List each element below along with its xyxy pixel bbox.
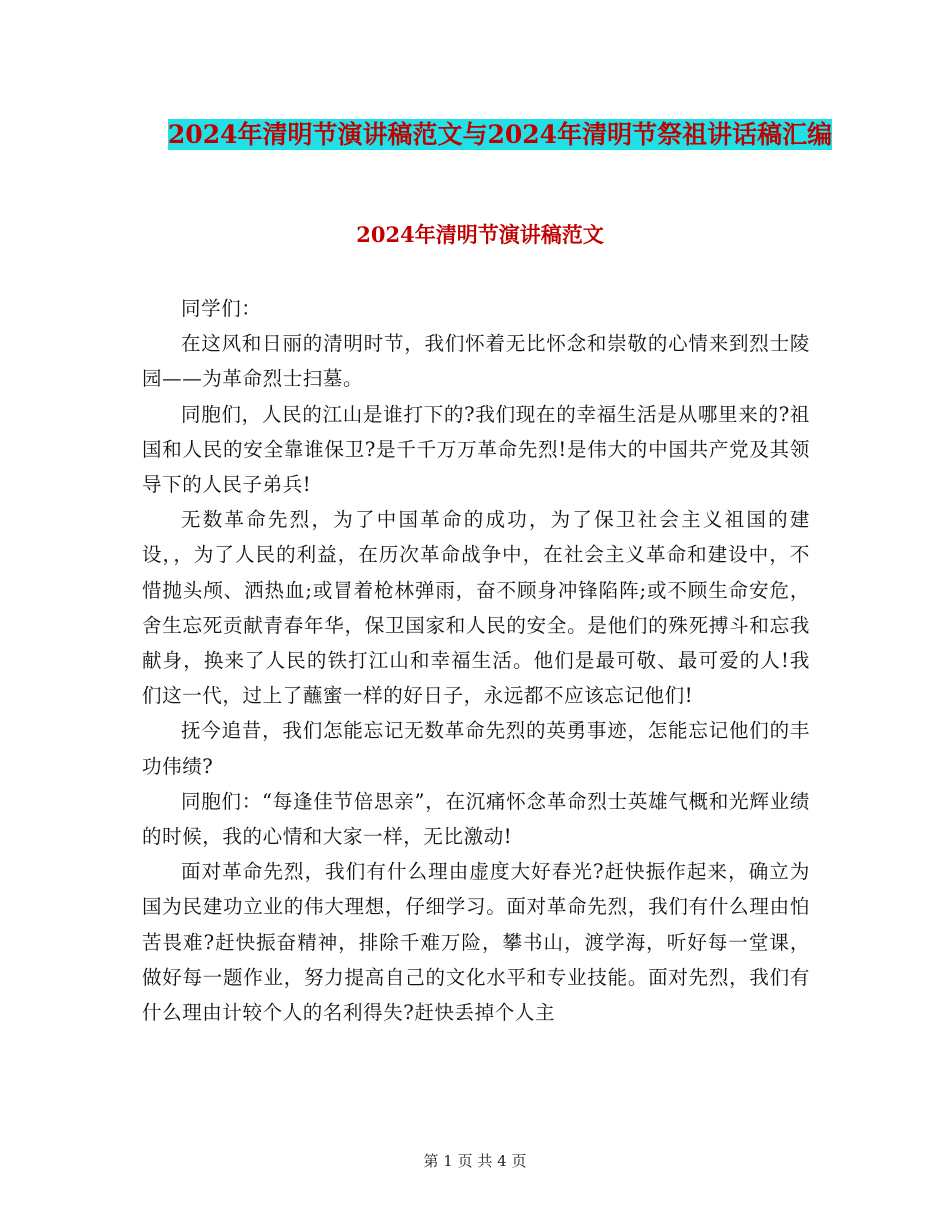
- paragraph: 同胞们：“每逢佳节倍思亲”，在沉痛怀念革命烈士英雄气概和光辉业绩的时候，我的心情和大家一样，无比激动!: [142, 789, 810, 849]
- document-body: [142, 291, 810, 1030]
- paragraph: 抚今追昔，我们怎能忘记无数革命先烈的英勇事迹，怎能忘记他们的丰功伟绩?: [142, 719, 810, 778]
- paragraph: 同胞们，人民的江山是谁打下的?我们现在的幸福生活是从哪里来的?祖国和人民的安全靠谁保卫?是千千万万革命先烈!是伟大的中国共产党及其领导下的人民子弟兵!: [142, 402, 810, 497]
- paragraph: 在这风和日丽的清明时节，我们怀着无比怀念和崇敬的心情来到烈士陵园——为革命烈士扫墓。: [142, 332, 810, 391]
- page-number-footer: 第 1 页 共 4 页: [423, 1152, 527, 1170]
- document-title-highlight: 2024年清明节演讲稿范文与2024年清明节祭祖讲话稿汇编: [167, 120, 833, 149]
- paragraph: 无数革命先烈，为了中国革命的成功，为了保卫社会主义祖国的建设，，为了人民的利益，在历次革命战争中，在社会主义革命和建设中，不惜抛头颅、洒热血;或冒着枪林弹雨，奋不顾身冲锋陷阵;或不顾生命安危，舍生忘死贡献青春年华，保卫国家和人民的安全。是他们的殊死搏斗和忘我献身，换来了人民的铁打江山和幸福生活。他们是最可敬、最可爱的人!我们这一代，过上了蘸蜜一样的好日子，永远都不应该忘记他们!: [142, 508, 810, 708]
- document-title: [140, 112, 860, 158]
- paragraph-salutation: 同学们：: [181, 297, 262, 320]
- section-title: 2024年清明节演讲稿范文: [356, 222, 604, 247]
- paragraph: 面对革命先烈，我们有什么理由虚度大好春光?赶快振作起来，确立为国为民建功立业的伟大理想，仔细学习。面对革命先烈，我们有什么理由怕苦畏难?赶快振奋精神，排除千难万险，攀书山，渡学海，听好每一堂课，做好每一题作业，努力提高自己的文化水平和专业技能。面对先烈，我们有什么理由计较个人的名利得失?赶快丢掉个人主: [142, 860, 810, 1025]
